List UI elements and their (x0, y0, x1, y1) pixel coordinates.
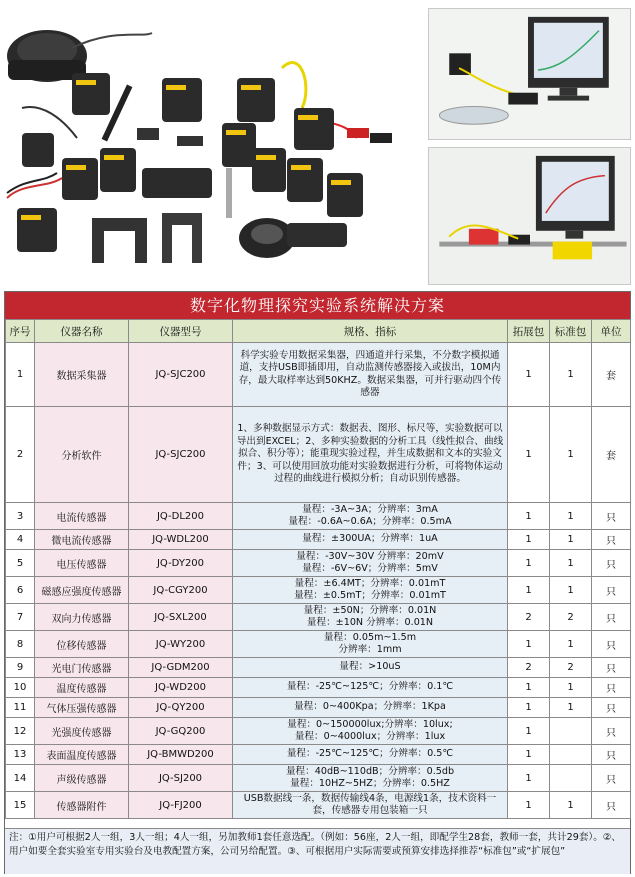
cell-spec: 量程：±6.4MT；分辨率：0.01mT 量程：±0.5mT；分辨率：0.01mT (233, 577, 508, 604)
table-row (6, 792, 631, 819)
cell-spec: 量程：±300UA；分辨率：1uA (233, 530, 508, 550)
spec-table (5, 319, 631, 819)
cell-std: 1 (550, 678, 592, 698)
cell-unit: 只 (592, 718, 631, 745)
cell-model: JQ-SXL200 (129, 604, 233, 631)
table-row (6, 503, 631, 530)
table-row (6, 407, 631, 503)
cell-name: 光强度传感器 (35, 718, 129, 745)
cell-spec: 量程：0~400Kpa；分辨率：1Kpa (233, 698, 508, 718)
cell-unit: 只 (592, 792, 631, 819)
cell-unit: 套 (592, 343, 631, 407)
cell-spec: 量程：±50N；分辨率：0.01N 量程：±10N 分辨率：0.01N (233, 604, 508, 631)
cell-spec: 量程：0.05m~1.5m 分辨率：1mm (233, 631, 508, 658)
cell-std: 1 (550, 577, 592, 604)
cell-model: JQ-DY200 (129, 550, 233, 577)
cell-std (550, 765, 592, 792)
table-row (6, 550, 631, 577)
cell-no: 8 (6, 631, 35, 658)
cell-spec: 量程：-30V~30V 分辨率：20mV 量程：-6V~6V；分辨率：5mV (233, 550, 508, 577)
cell-ext: 1 (508, 631, 550, 658)
cell-spec: 量程：>10uS (233, 658, 508, 678)
cell-unit: 只 (592, 678, 631, 698)
cell-spec: 科学实验专用数据采集器，四通道并行采集，不分数字模拟通道，支持USB即插即用，自动监测传感器接入或拔出，10M内存，最大取样率达到50KHZ。数据采集器，可并行驱动四个传感器 (233, 343, 508, 407)
table-row (6, 631, 631, 658)
table-row (6, 718, 631, 745)
cell-name: 电流传感器 (35, 503, 129, 530)
cell-std: 1 (550, 550, 592, 577)
cell-ext: 1 (508, 407, 550, 503)
table-row (6, 765, 631, 792)
cell-std: 1 (550, 631, 592, 658)
cell-unit: 只 (592, 530, 631, 550)
cell-std: 1 (550, 792, 592, 819)
table-row (6, 745, 631, 765)
cell-name: 声级传感器 (35, 765, 129, 792)
cell-model: JQ-GDM200 (129, 658, 233, 678)
cell-model: JQ-WY200 (129, 631, 233, 658)
cell-unit: 套 (592, 407, 631, 503)
cell-std: 1 (550, 503, 592, 530)
cell-no: 14 (6, 765, 35, 792)
cell-model: JQ-WDL200 (129, 530, 233, 550)
cell-model: JQ-SJC200 (129, 343, 233, 407)
cell-name: 分析软件 (35, 407, 129, 503)
cell-model: JQ-WD200 (129, 678, 233, 698)
cell-std: 2 (550, 604, 592, 631)
cell-no: 1 (6, 343, 35, 407)
cell-ext: 1 (508, 530, 550, 550)
cell-name: 电压传感器 (35, 550, 129, 577)
cell-name: 温度传感器 (35, 678, 129, 698)
photogate-device (92, 218, 147, 263)
cell-spec: USB数据线一条，数据传输线4条，电源线1条，技术资料一套，传感器专用包装箱一只 (233, 792, 508, 819)
cell-no: 12 (6, 718, 35, 745)
cell-name: 磁感应强度传感器 (35, 577, 129, 604)
experiment-setup-photo-2 (428, 147, 631, 285)
cell-ext: 1 (508, 765, 550, 792)
cell-ext: 1 (508, 745, 550, 765)
cell-ext: 1 (508, 792, 550, 819)
cell-ext: 1 (508, 678, 550, 698)
cell-no: 15 (6, 792, 35, 819)
cell-model: JQ-DL200 (129, 503, 233, 530)
cell-no: 11 (6, 698, 35, 718)
cell-std (550, 745, 592, 765)
cell-name: 双向力传感器 (35, 604, 129, 631)
cell-no: 5 (6, 550, 35, 577)
cell-model: JQ-BMWD200 (129, 745, 233, 765)
cell-std: 1 (550, 530, 592, 550)
cell-model: JQ-GQ200 (129, 718, 233, 745)
cell-model: JQ-QY200 (129, 698, 233, 718)
col-header-name: 仪器名称 (35, 320, 129, 343)
cell-no: 13 (6, 745, 35, 765)
cell-spec: 量程：-3A~3A；分辨率：3mA 量程：-0.6A~0.6A；分辨率：0.5mA (233, 503, 508, 530)
cell-no: 6 (6, 577, 35, 604)
col-header-spec: 规格、指标 (233, 320, 508, 343)
cell-ext: 1 (508, 718, 550, 745)
cell-no: 9 (6, 658, 35, 678)
col-header-std: 标准包 (550, 320, 592, 343)
cell-std: 1 (550, 698, 592, 718)
cell-model: JQ-SJC200 (129, 407, 233, 503)
table-row (6, 678, 631, 698)
cell-spec: 1、多种数据显示方式：数据表、图形、标尺等，实验数据可以导出到EXCEL；2、多种实验数据的分析工具（线性拟合、曲线拟合、积分等）；能重现实验过程，并生成数据和文本的实验文件；3、可以使用回放功能对实验数据进行分析，可将物体运动过程的曲线进行模拟分析；自动识别传感器。 (233, 407, 508, 503)
table-row (6, 343, 631, 407)
cell-no: 10 (6, 678, 35, 698)
cell-spec: 量程：-25℃~125℃；分辨率：0.5℃ (233, 745, 508, 765)
cell-name: 微电流传感器 (35, 530, 129, 550)
cell-name: 传感器附件 (35, 792, 129, 819)
cell-ext: 1 (508, 550, 550, 577)
cell-ext: 1 (508, 577, 550, 604)
cell-ext: 2 (508, 604, 550, 631)
col-header-no: 序号 (6, 320, 35, 343)
cell-spec: 量程：40dB~110dB；分辨率：0.5db 量程：10HZ~5HZ；分辨率：0.5HZ (233, 765, 508, 792)
cell-unit: 只 (592, 745, 631, 765)
footnote: 注：①用户可根据2人一组，3人一组；4人一组，另加教师1套任意选配。（例如：56座，2人一组，即配学生28套，教师一套，共计29套）。②、用户如要全套实验室专用实验台及电教配置方案，公司另给配置。③、可根据用户实际需要或预算安排选择推荐“标准包”或“扩展包” (5, 828, 630, 874)
col-header-ext: 拓展包 (508, 320, 550, 343)
sheet-title: 数字化物理探究实验系统解决方案 (5, 292, 630, 319)
cell-model: JQ-SJ200 (129, 765, 233, 792)
cell-no: 7 (6, 604, 35, 631)
cell-unit: 只 (592, 658, 631, 678)
cell-name: 位移传感器 (35, 631, 129, 658)
col-header-unit: 单位 (592, 320, 631, 343)
cell-name: 气体压强传感器 (35, 698, 129, 718)
cell-model: JQ-FJ200 (129, 792, 233, 819)
cell-unit: 只 (592, 631, 631, 658)
table-row (6, 577, 631, 604)
cell-std: 1 (550, 343, 592, 407)
table-row (6, 698, 631, 718)
cell-ext: 1 (508, 698, 550, 718)
product-photo-area (0, 0, 635, 290)
table-row (6, 604, 631, 631)
cell-ext: 2 (508, 658, 550, 678)
cell-ext: 1 (508, 503, 550, 530)
table-header-row (6, 320, 631, 343)
cell-no: 3 (6, 503, 35, 530)
cell-spec: 量程：-25℃~125℃；分辨率：0.1℃ (233, 678, 508, 698)
cell-model: JQ-CGY200 (129, 577, 233, 604)
col-header-model: 仪器型号 (129, 320, 233, 343)
cell-no: 4 (6, 530, 35, 550)
sensor-kit-photo (2, 8, 407, 286)
cell-unit: 只 (592, 765, 631, 792)
cell-unit: 只 (592, 604, 631, 631)
experiment-setup-photo-1 (428, 8, 631, 140)
cell-no: 2 (6, 407, 35, 503)
cell-std (550, 718, 592, 745)
cell-name: 数据采集器 (35, 343, 129, 407)
cell-unit: 只 (592, 550, 631, 577)
cell-ext: 1 (508, 343, 550, 407)
cell-spec: 量程：0~150000lux;分辨率：10lux; 量程：0~4000lux；分辨率：1lux (233, 718, 508, 745)
table-row (6, 658, 631, 678)
cell-unit: 只 (592, 503, 631, 530)
cell-std: 2 (550, 658, 592, 678)
table-row (6, 530, 631, 550)
cell-std: 1 (550, 407, 592, 503)
cell-name: 光电门传感器 (35, 658, 129, 678)
cell-name: 表面温度传感器 (35, 745, 129, 765)
solution-spec-sheet (4, 291, 631, 874)
cell-unit: 只 (592, 698, 631, 718)
cell-unit: 只 (592, 577, 631, 604)
